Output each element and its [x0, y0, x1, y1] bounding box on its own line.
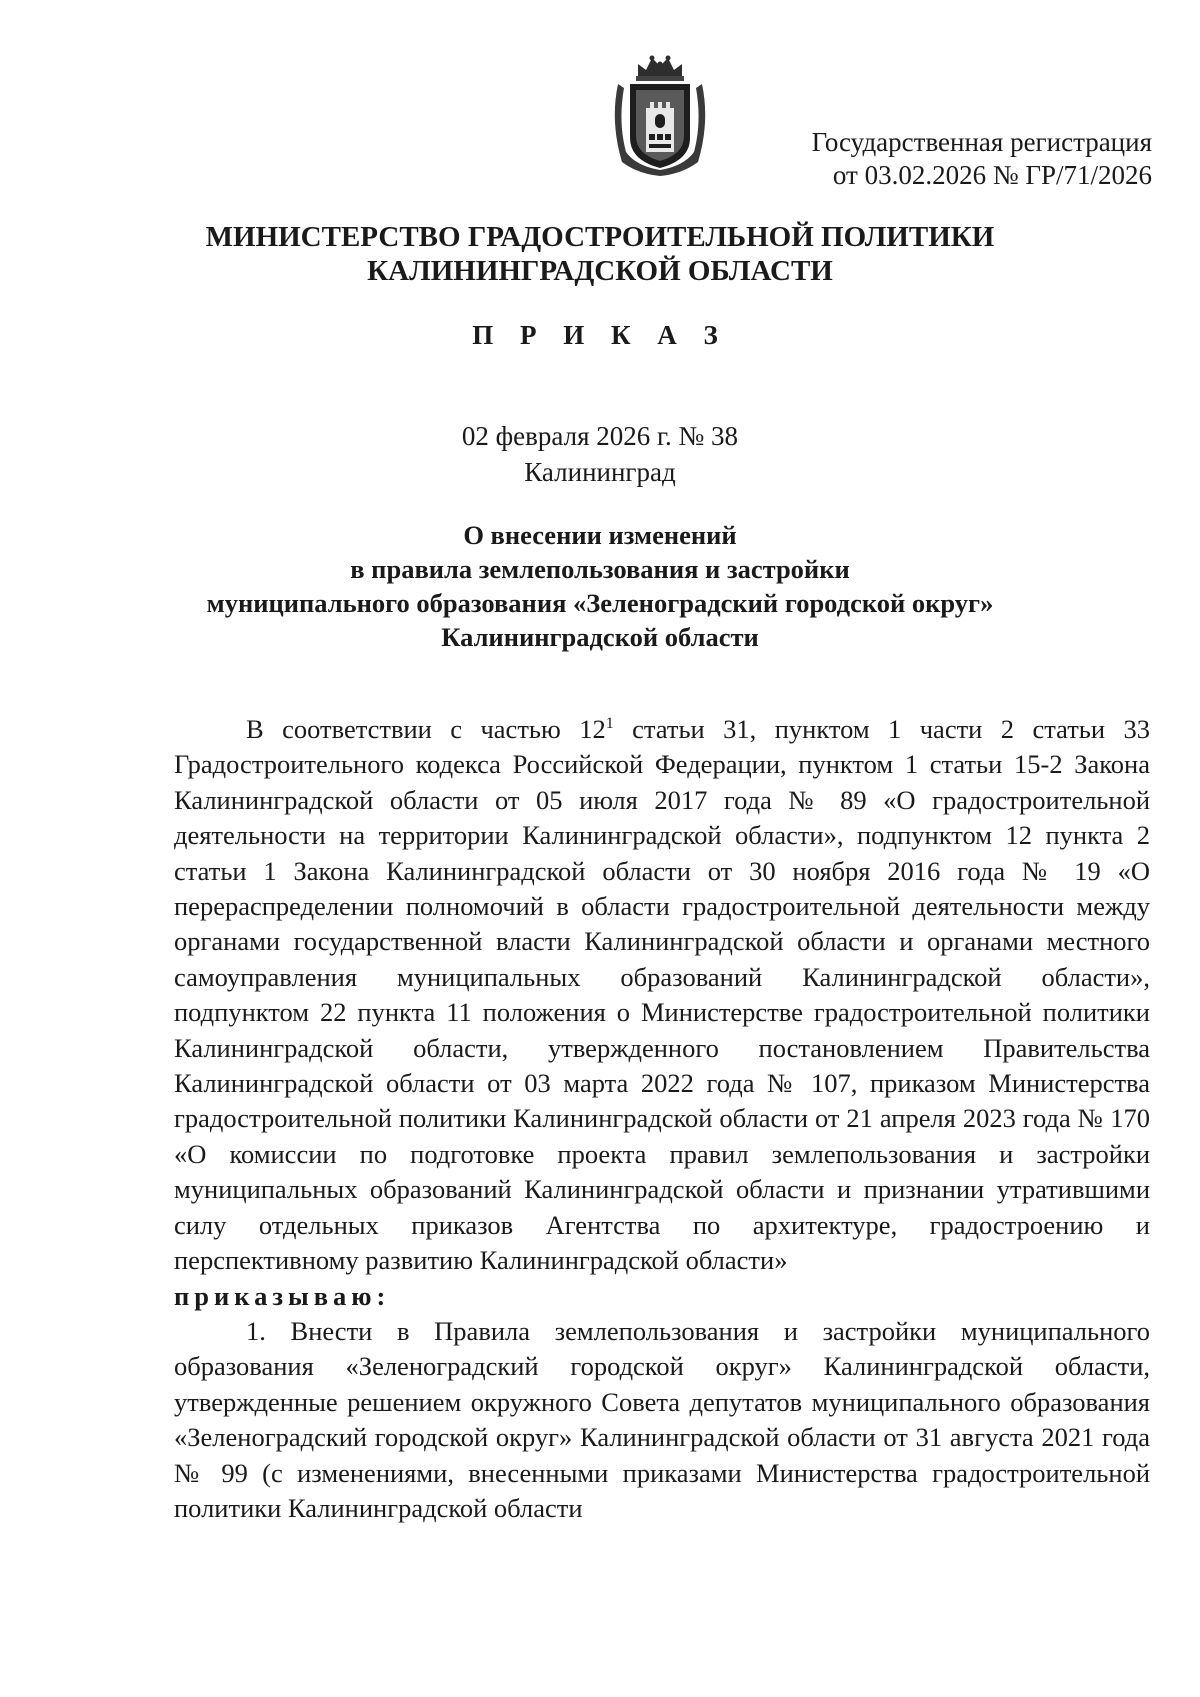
ministry-title-line-1: МИНИСТЕРСТВО ГРАДОСТРОИТЕЛЬНОЙ ПОЛИТИКИ	[205, 221, 995, 253]
registration-line-2: от 03.02.2026 № ГР/71/2026	[832, 160, 1152, 190]
preamble-paragraph	[174, 712, 1150, 1279]
registration-block	[812, 126, 1152, 192]
preamble-start: В соответствии с частью 12	[246, 714, 606, 744]
order-body	[174, 712, 1150, 1526]
order-city: Калининград	[524, 457, 676, 487]
orders-word-text: приказываю:	[174, 1280, 391, 1311]
order-heading: П Р И К А З	[472, 320, 728, 350]
subject-line-3: муниципального образования «Зеленоградский городской округ»	[206, 588, 994, 618]
subject-line-1: О внесении изменений	[463, 520, 737, 550]
subject-line-4: Калининградской области	[441, 622, 759, 652]
ministry-title-line-2: КАЛИНИНГРАДСКОЙ ОБЛАСТИ	[367, 255, 833, 287]
order-subject	[0, 518, 1200, 654]
ministry-title	[0, 220, 1200, 288]
order-date-number: 02 февраля 2026 г. № 38	[461, 421, 739, 451]
orders-word	[174, 1279, 1150, 1314]
kaliningrad-coat-of-arms-emblem	[608, 52, 712, 178]
preamble-rest: статьи 31, пунктом 1 части 2 статьи 33 Градостроительного кодекса Российской Федерации, пунктом 1 статьи 15-2 Закона Калининградской области от 05 июля 2017 года № 89 «О градостроительной деятельности на территории Калининградской области», подпунктом 12 пункта 2 статьи 1 Закона Калининградской области от 30 ноября 2016 года № 19 «О перераспределении полномочий в области градостроительной деятельности между органами государственной власти Калининградской области и органами местного самоуправления муниципальных образований Калининградской области», подпунктом 22 пункта 11 положения о Министерстве градостроительной политики Калининградской области, утвержденного постановлением Правительства Калининградской области от 03 марта 2022 года № 107, приказом Министерства градостроительной политики Калининградской области от 21 апреля 2023 года № 170 «О комиссии по подготовке проекта правил землепользования и застройки муниципальных образований Калининградской области и признании утратившими силу отдельных приказов Агентства по архитектуре, градостроению и перспективному развитию Калининградской области»	[174, 714, 1150, 1276]
registration-line-1: Государственная регистрация	[811, 127, 1152, 157]
clause-1-paragraph: 1. Внести в Правила землепользования и застройки муниципального образования «Зеленоградский городской округ» Калининградской области, утвержденные решением окружного Совета депутатов муниципального образования «Зеленоградский городской округ» Калининградской области от 31 августа 2021 года № 99 (с изменениями, внесенными приказами Министерства градостроительной политики Калининградской области	[174, 1315, 1150, 1523]
superscript: 1	[605, 715, 614, 733]
subject-line-2: в правила землепользования и застройки	[350, 554, 850, 584]
order-date-block	[0, 418, 1200, 490]
